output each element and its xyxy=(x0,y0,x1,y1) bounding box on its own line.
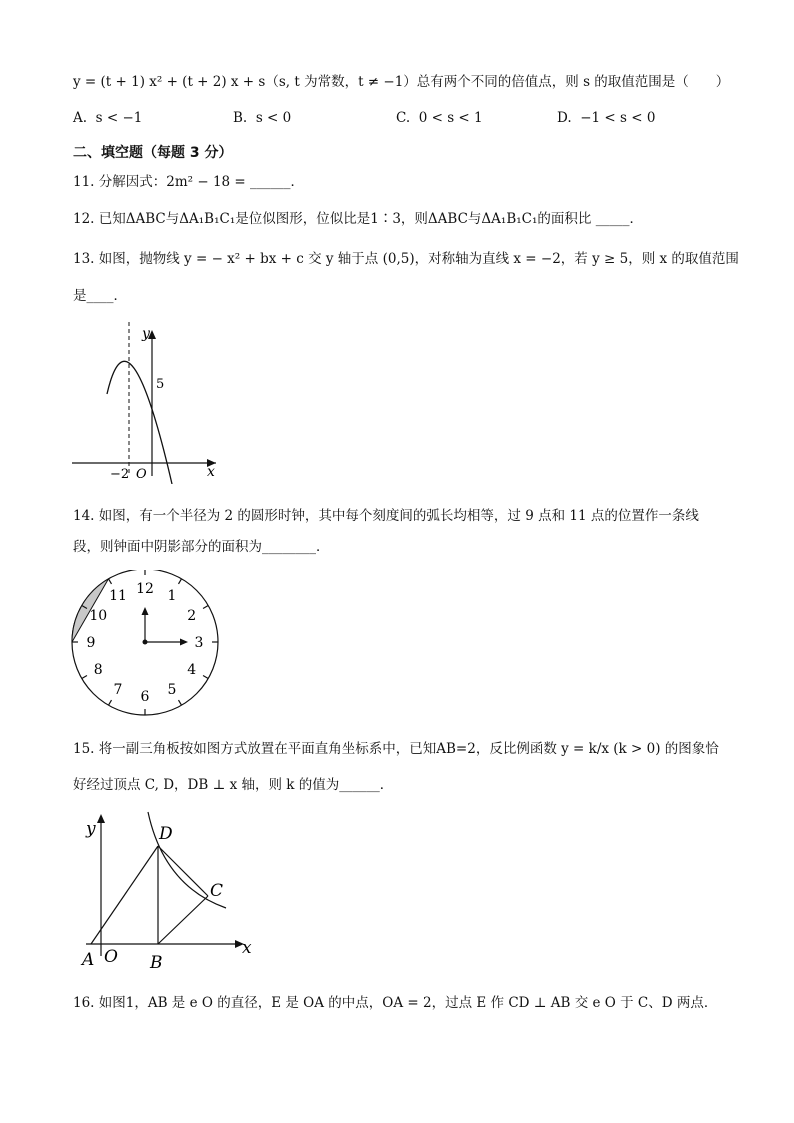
q10-choice-c[interactable]: C. 0 < s < 1 xyxy=(396,110,483,126)
neg-two-label: −2 xyxy=(110,467,130,482)
point-d-label: D xyxy=(159,824,173,844)
q10-condition-line: y = (t + 1) x² + (t + 2) x + s（s, t 为常数，t ≠ −1）总有两个不同的倍值点，则 s 的取值范围是（ ） xyxy=(73,74,730,90)
q10-choice-a[interactable]: A. s < −1 xyxy=(73,110,143,126)
clock-number: 10 xyxy=(89,608,108,624)
hour-hand-arrow xyxy=(180,639,188,646)
clock-number: 6 xyxy=(140,689,150,705)
y-axis-label: y xyxy=(142,326,150,342)
clock-tick xyxy=(82,676,87,679)
clock-number: 4 xyxy=(187,662,197,678)
clock-number: 5 xyxy=(167,681,177,698)
q15-line1: 15. 将一副三角板按如图方式放置在平面直角坐标系中，已知AB=2，反比例函数 y = k/x (k > 0) 的图象恰 xyxy=(73,741,719,757)
clock-number: 7 xyxy=(113,681,123,698)
clock-tick xyxy=(179,579,182,584)
x-axis-label: x xyxy=(207,464,215,480)
q16-text: 16. 如图1，AB 是 e O 的直径，E 是 OA 的中点，OA = 2，过点 E 作 CD ⊥ AB 交 e O 于 C、D 两点． xyxy=(73,995,718,1011)
q10-choice-b[interactable]: B. s < 0 xyxy=(233,110,292,126)
point-b-label: B xyxy=(150,953,163,972)
clock-tick xyxy=(203,676,208,679)
origin-label: O xyxy=(104,947,118,967)
q14-line1: 14. 如图，有一个半径为 2 的圆形时钟，其中每个刻度间的弧长均相等，过 9 点和 11 点的位置作一条线 xyxy=(73,508,699,524)
section-title-fill-blank: 二、填空题（每题 3 分） xyxy=(73,145,233,161)
clock-face xyxy=(72,570,218,715)
x-label: x xyxy=(242,938,252,958)
clock-number: 2 xyxy=(187,608,197,624)
y-axis-arrow xyxy=(97,814,105,823)
clock-number: 9 xyxy=(86,635,96,651)
clock-number: 8 xyxy=(93,662,103,678)
y-intercept-label: 5 xyxy=(156,377,165,392)
clock-number: 12 xyxy=(136,581,154,597)
q15-line2: 好经过顶点 C, D，DB ⊥ x 轴，则 k 的值为______． xyxy=(73,777,394,793)
q14-line2: 段，则钟面中阴影部分的面积为________． xyxy=(73,539,330,555)
q11-text: 11. 分解因式：2m² − 18 = ______． xyxy=(73,174,305,190)
q13-line1: 13. 如图，抛物线 y = − x² + bx + c 交 y 轴于点 (0,5)，对称轴为直线 x = −2，若 y ≥ 5，则 x 的取值范围 xyxy=(73,251,739,267)
clock-number: 1 xyxy=(167,588,177,605)
q12-text: 12. 已知ΔABC与ΔA₁B₁C₁是位似图形，位似比是1∶3，则ΔABC与ΔA₁B₁C₁的面积比 _____． xyxy=(73,211,643,227)
origin-label: O xyxy=(136,467,147,482)
q13-line2: 是____． xyxy=(73,288,127,304)
point-c-label: C xyxy=(210,881,224,901)
q13-parabola-figure xyxy=(66,316,226,484)
clock-center xyxy=(143,640,148,645)
q15-triangle-figure xyxy=(80,808,262,972)
segment-dc xyxy=(158,846,208,896)
q14-clock-figure xyxy=(70,570,222,718)
q10-choice-d[interactable]: D. −1 < s < 0 xyxy=(557,110,656,126)
y-label: y xyxy=(86,819,96,839)
clock-number: 11 xyxy=(109,588,127,605)
clock-tick xyxy=(203,606,208,609)
minute-hand-arrow xyxy=(142,607,149,615)
point-a-label: A xyxy=(82,950,95,970)
clock-tick xyxy=(109,579,112,584)
clock-number: 3 xyxy=(194,635,204,651)
clock-tick xyxy=(179,700,182,705)
clock-tick xyxy=(109,700,112,705)
segment-cb xyxy=(158,896,208,944)
